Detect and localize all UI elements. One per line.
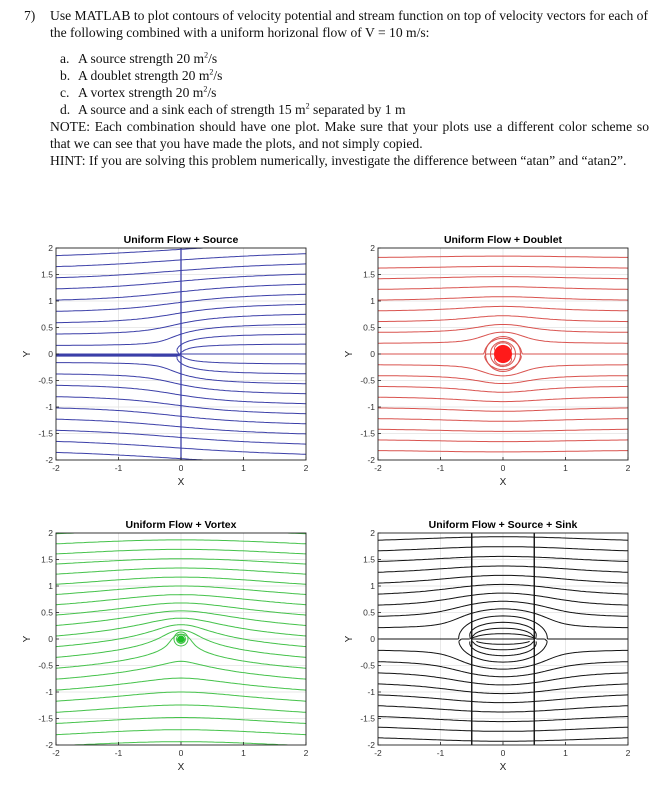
- plot-source-sink: [342, 517, 642, 787]
- x-tick-label: 0: [500, 748, 506, 758]
- y-tick-label: -2: [45, 740, 53, 750]
- y-tick-label: -1: [45, 402, 53, 412]
- chart-svg: [20, 517, 320, 787]
- y-tick-label: -1: [367, 687, 375, 697]
- x-axis-label: X: [177, 477, 185, 488]
- x-axis-label: X: [499, 477, 507, 488]
- y-tick-label: -1: [45, 687, 53, 697]
- list-item: b. A doublet strength 20 $m^2/s$: [60, 67, 223, 83]
- chart-svg: [20, 232, 320, 502]
- y-tick-label: 1: [370, 296, 375, 306]
- x-tick-label: 0: [500, 463, 506, 473]
- list-item: c. A vortex strength 20 $m^2/s$: [60, 84, 217, 100]
- x-tick-label: -2: [374, 748, 382, 758]
- plot-doublet: [342, 232, 642, 502]
- y-tick-label: -0.5: [38, 660, 53, 671]
- y-axis-label: Y: [344, 635, 355, 643]
- y-axis-label: Y: [22, 635, 33, 643]
- x-tick-label: -1: [436, 748, 445, 758]
- hint-text: HINT: If you are solving this problem numerically, investigate the difference between “atan” and “atan2”.: [50, 153, 627, 168]
- x-tick-label: 1: [563, 748, 568, 758]
- singularity-marker: [178, 636, 185, 643]
- y-tick-label: 0.5: [363, 607, 375, 618]
- y-tick-label: -1: [367, 402, 375, 412]
- y-tick-label: 0.5: [363, 322, 375, 333]
- y-tick-label: 0: [370, 634, 375, 644]
- note-text: NOTE: Each combination should have one plot. Make sure that your plots use a different color scheme so that we can see that you have made the plots, and not simply copied.: [50, 119, 649, 151]
- x-tick-label: -2: [52, 463, 60, 473]
- x-tick-label: 2: [625, 748, 631, 758]
- y-tick-label: 2: [370, 243, 375, 253]
- x-axis-label: X: [499, 762, 507, 773]
- y-tick-label: -1.5: [38, 428, 53, 439]
- y-tick-label: 1.5: [363, 554, 375, 565]
- y-tick-label: -0.5: [38, 375, 53, 386]
- y-tick-label: -0.5: [360, 375, 375, 386]
- question-block: [24, 7, 649, 169]
- x-tick-label: 2: [625, 463, 631, 473]
- singularity-marker: [494, 345, 512, 363]
- y-tick-label: 2: [48, 528, 53, 538]
- y-tick-label: 1.5: [41, 554, 53, 565]
- y-tick-label: -0.5: [360, 660, 375, 671]
- y-tick-label: -1.5: [360, 428, 375, 439]
- x-tick-label: 1: [241, 463, 246, 473]
- y-axis-label: Y: [344, 350, 355, 358]
- x-tick-label: -1: [114, 463, 123, 473]
- list-item: d. A source and a sink each of strength 15 $m^2$ separated by 1 m: [60, 101, 406, 117]
- chart-svg: [342, 232, 642, 502]
- chart-title: Uniform Flow + Vortex: [125, 519, 237, 531]
- y-tick-label: -1.5: [360, 713, 375, 724]
- y-tick-label: 0: [370, 349, 375, 359]
- x-tick-label: 0: [178, 748, 184, 758]
- y-tick-label: 1: [48, 581, 53, 591]
- question-stem: Use MATLAB to plot contours of velocity potential and stream function on top of velocity vectors for each of the following combined with a uniform horizonal flow of V = 10 m/s:: [50, 8, 648, 40]
- x-tick-label: -2: [52, 748, 60, 758]
- x-tick-label: -1: [114, 748, 123, 758]
- y-tick-label: 1.5: [41, 269, 53, 280]
- y-axis-label: Y: [22, 350, 33, 358]
- chart-title: Uniform Flow + Source: [123, 234, 239, 246]
- x-axis-label: X: [177, 762, 185, 773]
- plot-source: [20, 232, 320, 502]
- y-tick-label: 0.5: [41, 322, 53, 333]
- plot-vortex: [20, 517, 320, 787]
- x-tick-label: 0: [178, 463, 184, 473]
- y-tick-label: 1.5: [363, 269, 375, 280]
- y-tick-label: -1.5: [38, 713, 53, 724]
- y-tick-label: -2: [45, 455, 53, 465]
- x-tick-label: 2: [303, 463, 309, 473]
- y-tick-label: 2: [48, 243, 53, 253]
- y-tick-label: 0: [48, 349, 53, 359]
- y-tick-label: 2: [370, 528, 375, 538]
- y-tick-label: 0: [48, 634, 53, 644]
- x-tick-label: 1: [563, 463, 568, 473]
- list-item: a. A source strength 20 $m^2/s$: [60, 50, 218, 66]
- chart-svg: [342, 517, 642, 787]
- question-number: 7): [24, 8, 36, 23]
- x-tick-label: -2: [374, 463, 382, 473]
- y-tick-label: -2: [367, 455, 375, 465]
- chart-title: Uniform Flow + Source + Sink: [428, 519, 578, 531]
- x-tick-label: 2: [303, 748, 309, 758]
- y-tick-label: 1: [48, 296, 53, 306]
- y-tick-label: 1: [370, 581, 375, 591]
- y-tick-label: -2: [367, 740, 375, 750]
- y-tick-label: 0.5: [41, 607, 53, 618]
- question-items: [24, 50, 649, 118]
- chart-title: Uniform Flow + Doublet: [443, 234, 563, 246]
- x-tick-label: -1: [436, 463, 445, 473]
- x-tick-label: 1: [241, 748, 246, 758]
